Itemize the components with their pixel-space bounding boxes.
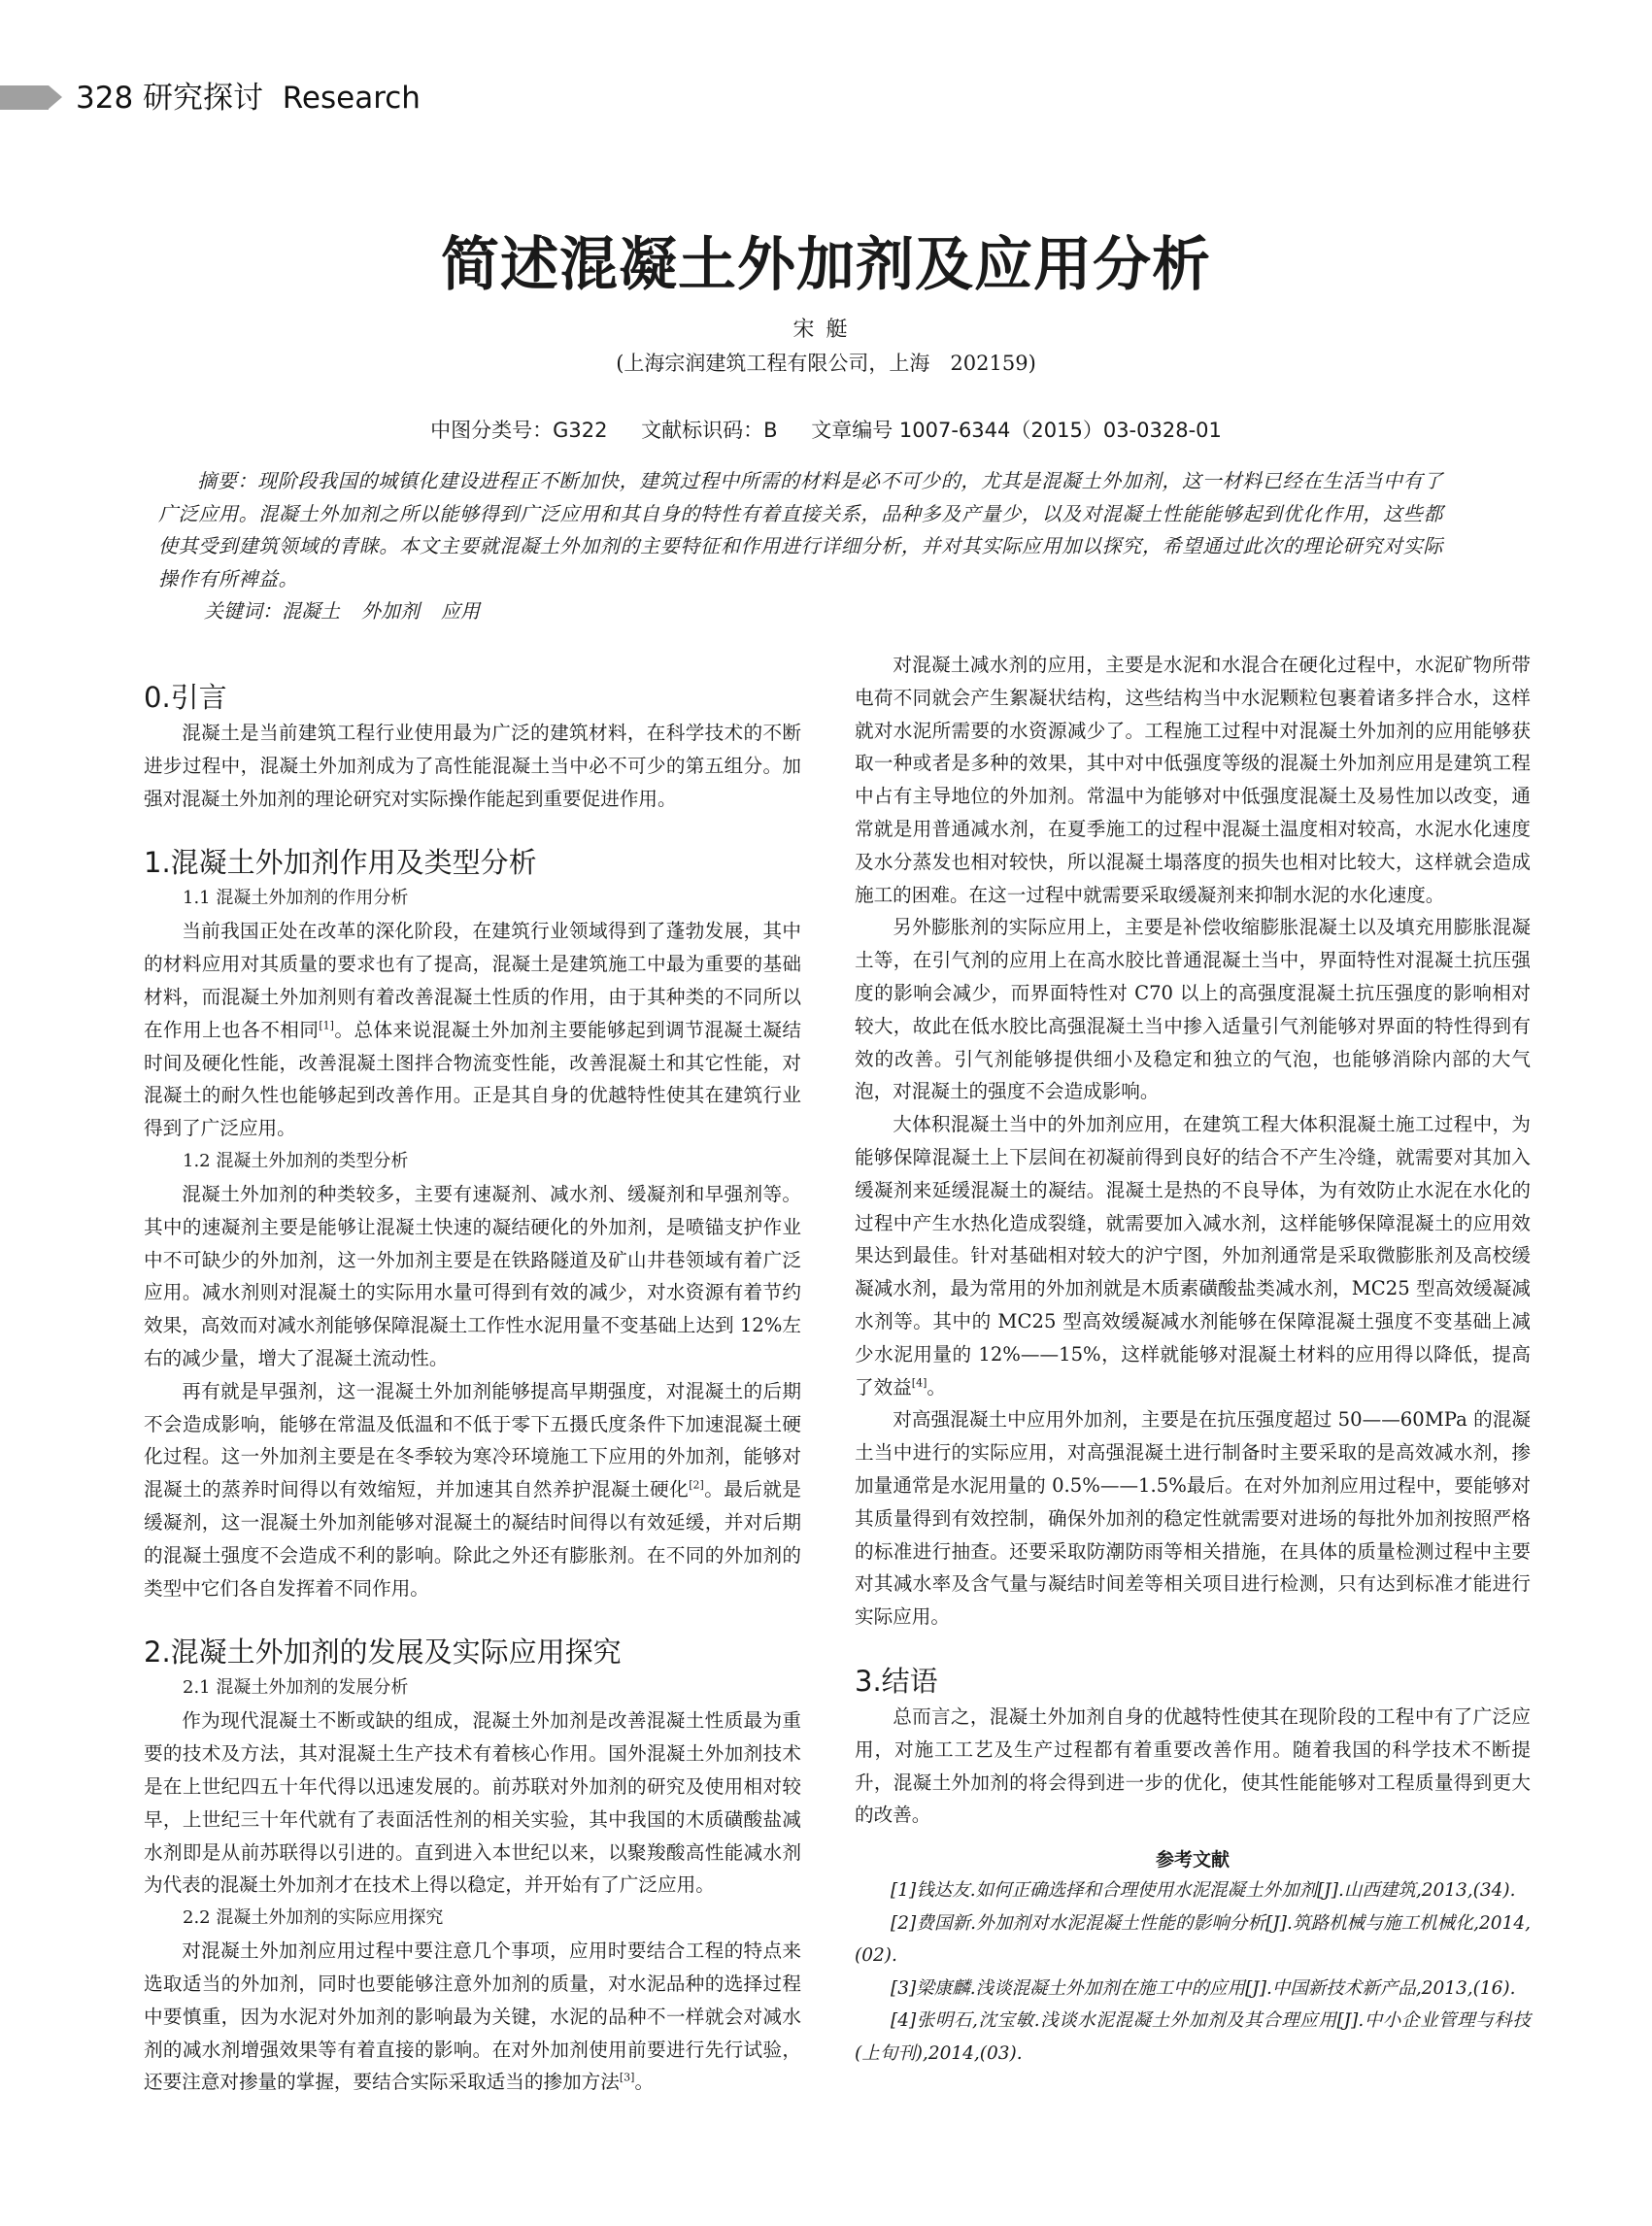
paragraph-text: 当前我国正处在改革的深化阶段，在建筑行业领域得到了蓬勃发展，其中的材料应用对其质量的要求也有了提高，混凝土是建筑施工中最为重要的基础材料，而混凝土外加剂则有着改善混凝土性质的作用，由于其种类的不同所以在作用上也各不相同 <box>144 920 801 1041</box>
paragraph: 混凝土外加剂的种类较多，主要有速凝剂、减水剂、缓凝剂和早强剂等。其中的速凝剂主要是能够让混凝土快速的凝结硬化的外加剂，是喷锚支护作业中不可缺少的外加剂，这一外加剂主要是在铁路隧道及矿山井巷领域有着广泛应用。减水剂则对混凝土的实际用水量可得到有效的减少，对水资源有着节约效果，高效而对减水剂能够保障混凝土工作性水泥用量不变基础上达到 12%左右的减少量，增大了混凝土流动性。 <box>144 1182 801 1369</box>
keyword: 混凝土 <box>282 599 340 623</box>
references-title: 参考文献 <box>1155 1849 1230 1872</box>
header-band <box>0 85 49 110</box>
paragraph <box>144 915 801 1145</box>
paragraph-text: 。 <box>634 2071 655 2094</box>
section-heading-2: 2.混凝土外加剂的发展及实际应用探究 <box>144 1636 622 1670</box>
section-name-en: Research <box>282 81 421 116</box>
author: 宋艇 <box>792 318 860 342</box>
reference-item: [4]张明石,沈宝敏.浅谈水泥混凝土外加剂及其合理应用[J].中小企业管理与科技(上旬刊),2014,(03). <box>855 2010 1531 2065</box>
citation: [4] <box>911 1376 927 1389</box>
page-number: 328 <box>76 81 134 116</box>
paragraph <box>855 1108 1531 1403</box>
keyword: 应用 <box>441 599 480 623</box>
affiliation: (上海宗润建筑工程有限公司，上海 202159) <box>616 352 1036 375</box>
paragraph <box>144 1935 801 2099</box>
two-column-body <box>0 649 1652 2138</box>
paragraph: 另外膨胀剂的实际应用上，主要是补偿收缩膨胀混凝土以及填充用膨胀混凝土等，在引气剂的应用上在高水胶比普通混凝土当中，界面特性对混凝土抗压强度的影响会减少，而界面特性对 C70 以上的高强度混凝土抗压强度的影响相对较大，故此在低水胶比高强混凝土当中掺入适量引气剂能够对界面的特性得到有效的改善。引气剂能够提供细小及稳定和独立的气泡，也能够消除内部的大气泡，对混凝土的强度不会造成影响。 <box>855 916 1531 1103</box>
citation: [2] <box>689 1478 704 1492</box>
citation: [1] <box>319 1019 334 1032</box>
section-name: 研究探讨 <box>143 81 264 116</box>
citation: [3] <box>619 2071 635 2084</box>
subsection-heading-1-2: 1.2 混凝土外加剂的类型分析 <box>183 1150 409 1171</box>
paragraph: 作为现代混凝土不断或缺的组成，混凝土外加剂是改善混凝土性质最为重要的技术及方法，其对混凝土生产技术有着核心作用。国外混凝土外加剂技术是在上世纪四五十年代得以迅速发展的。前苏联对外加剂的研究及使用相对较早，上世纪三十年代就有了表面活性剂的相关实验，其中我国的木质磺酸盐减水剂即是从前苏联得以引进的。直到进入本世纪以来，以聚羧酸高性能减水剂为代表的混凝土外加剂才在技术上得以稳定，并开始有了广泛应用。 <box>144 1709 801 1897</box>
clc-number: 中图分类号：G322 <box>430 419 608 442</box>
article-number: 文章编号 1007-6344（2015）03-0328-01 <box>811 419 1222 442</box>
paragraph-text: 。最后就是缓凝剂，这一混凝土外加剂能够对混凝土的凝结时间得以有效延缓，并对后期的混凝土强度不会造成不利的影响。除此之外还有膨胀剂。在不同的外加剂的类型中它们各自发挥着不同作用。 <box>144 1478 802 1600</box>
reference-item: [2]费国新.外加剂对水泥混凝土性能的影响分析[J].筑路机械与施工机械化,2014,(02). <box>855 1912 1531 1967</box>
keywords <box>204 595 1652 627</box>
abstract-text: 现阶段我国的城镇化建设进程正不断加快，建筑过程中所需的材料是必不可少的，尤其是混凝土外加剂，这一材料已经在生活当中有了广泛应用。混凝土外加剂之所以能够得到广泛应用和其自身的特性有着直接关系，品种多及产量少，以及对混凝土性能能够起到优化作用，这些都使其受到建筑领域的青睐。本文主要就混凝土外加剂的主要特征和作用进行详细分析，并对其实际应用加以探究，希望通过此次的理论研究对实际操作有所裨益。 <box>158 469 1443 590</box>
paragraph: 混凝土是当前建筑工程行业使用最为广泛的建筑材料，在科学技术的不断进步过程中，混凝土外加剂成为了高性能混凝土当中必不可少的第五组分。加强对混凝土外加剂的理论研究对实际操作能起到重要促进作用。 <box>144 722 801 810</box>
paragraph-text: 大体积混凝土当中的外加剂应用，在建筑工程大体积混凝土施工过程中，为能够保障混凝土上下层间在初凝前得到良好的结合不产生冷缝，就需要对其加入缓凝剂来延缓混凝土的凝结。混凝土是热的不良导体，为有效防止水泥在水化的过程中产生水热化造成裂缝，就需要加入减水剂，这样能够保障混凝土的应用效果达到最佳。针对基础相对较大的沪宁图，外加剂通常是采取微膨胀剂及高校缓凝减水剂，最为常用的外加剂就是木质素磺酸盐类减水剂，MC25 型高效缓凝减水剂等。其中的 MC25 型高效缓凝减水剂能够在保障混凝土强度不变基础上减少水泥用量的 12%——15%，这样就能够对混凝土材料的应用得以降低，提高了效益 <box>855 1113 1531 1399</box>
subsection-heading-2-2: 2.2 混凝土外加剂的实际应用探究 <box>183 1907 444 1929</box>
section-heading-3: 3.结语 <box>855 1664 938 1698</box>
paragraph-text: 。 <box>927 1375 946 1399</box>
reference-item: [1]钱达友.如何正确选择和合理使用水泥混凝土外加剂[J].山西建筑,2013,(34). <box>891 1880 1516 1902</box>
paragraph: 对混凝土减水剂的应用，主要是水泥和水混合在硬化过程中，水泥矿物所带电荷不同就会产生絮凝状结构，这些结构当中水泥颗粒包裹着诸多拌合水，这样就对水泥所需要的水资源减少了。工程施工过程中对混凝土外加剂的应用能够获取一种或者是多种的效果，其中对中低强度等级的混凝土外加剂应用是建筑工程中占有主导地位的外加剂。常温中为能够对中低强度混凝土及易性加以改变，通常就是用普通减水剂，在夏季施工的过程中混凝土温度相对较高，水泥水化速度及水分蒸发也相对较快，所以混凝土塌落度的损失也相对比较大，这样就会造成施工的困难。在这一过程中就需要采取缓凝剂来抑制水泥的水化速度。 <box>855 654 1531 906</box>
paragraph-text: 对混凝土外加剂应用过程中要注意几个事项，应用时要结合工程的特点来选取适当的外加剂，同时也要能够注意外加剂的质量，对水泥品种的选择过程中要慎重，因为水泥对外加剂的影响最为关键，水泥的品种不一样就会对减水剂的减水剂增强效果等有着直接的影响。在对外加剂使用前要进行先行试验，还要注意对掺量的掌握，要结合实际采取适当的掺加方法 <box>144 1939 801 2094</box>
running-header <box>76 80 421 117</box>
paragraph-text: 。总体来说混凝土外加剂主要能够起到调节混凝土凝结时间及硬化性能，改善混凝土图拌合物流变性能，改善混凝土和其它性能，对混凝土的耐久性也能够起到改善作用。正是其自身的优越特性使其在建筑行业得到了广泛应用。 <box>144 1018 802 1140</box>
paragraph: 总而言之，混凝土外加剂自身的优越特性使其在现阶段的工程中有了广泛应用，对施工工艺及生产过程都有着重要改善作用。随着我国的科学技术不断提升，混凝土外加剂的将会得到进一步的优化，使其性能能够对工程质量得到更大的改善。 <box>855 1704 1531 1827</box>
abstract <box>158 465 1443 595</box>
article-title: 简述混凝土外加剂及应用分析 <box>441 231 1211 299</box>
paragraph-text: 再有就是早强剂，这一混凝土外加剂能够提高早期强度，对混凝土的后期不会造成影响，能够在常温及低温和不低于零下五摄氏度条件下加速混凝土硬化过程。这一外加剂主要是在冬季较为寒冷环境施工下应用的外加剂，能够对混凝土的蒸养时间得以有效缩短，并加速其自然养护混凝土硬化 <box>144 1379 801 1501</box>
article-body <box>0 465 1652 2138</box>
left-column <box>144 649 801 2099</box>
document-code: 文献标识码：B <box>641 419 778 442</box>
reference-item: [3]梁康麟.浅谈混凝土外加剂在施工中的应用[J].中国新技术新产品,2013,(16). <box>891 1977 1516 1999</box>
subsection-heading-2-1: 2.1 混凝土外加剂的发展分析 <box>183 1677 409 1699</box>
paragraph <box>144 1375 801 1605</box>
keyword: 外加剂 <box>361 599 420 623</box>
header-arrow-icon <box>49 85 62 109</box>
subsection-heading-1-1: 1.1 混凝土外加剂的作用分析 <box>183 888 409 909</box>
paragraph: 对高强混凝土中应用外加剂，主要是在抗压强度超过 50——60MPa 的混凝土当中进行的实际应用，对高强混凝土进行制备时主要采取的是高效减水剂，掺加量通常是水泥用量的 0.5%——1.5%最后。在对外加剂应用过程中，要能够对其质量得到有效控制，确保外加剂的稳定性就需要对进场的每批外加剂按照严格的标准进行抽查。还要采取防潮防雨等相关措施，在具体的质量检测过程中主要对其减水率及含气量与凝结时间差等相关项目进行检测，只有达到标准才能进行实际应用。 <box>855 1408 1531 1629</box>
keywords-label: 关键词： <box>204 599 282 623</box>
section-heading-1: 1.混凝土外加剂作用及类型分析 <box>144 846 537 880</box>
abstract-label: 摘要： <box>197 469 258 492</box>
classification-line <box>0 416 1652 445</box>
right-column <box>855 649 1531 2071</box>
reference-list <box>855 1874 1531 2071</box>
section-heading-0: 0.引言 <box>144 681 227 714</box>
